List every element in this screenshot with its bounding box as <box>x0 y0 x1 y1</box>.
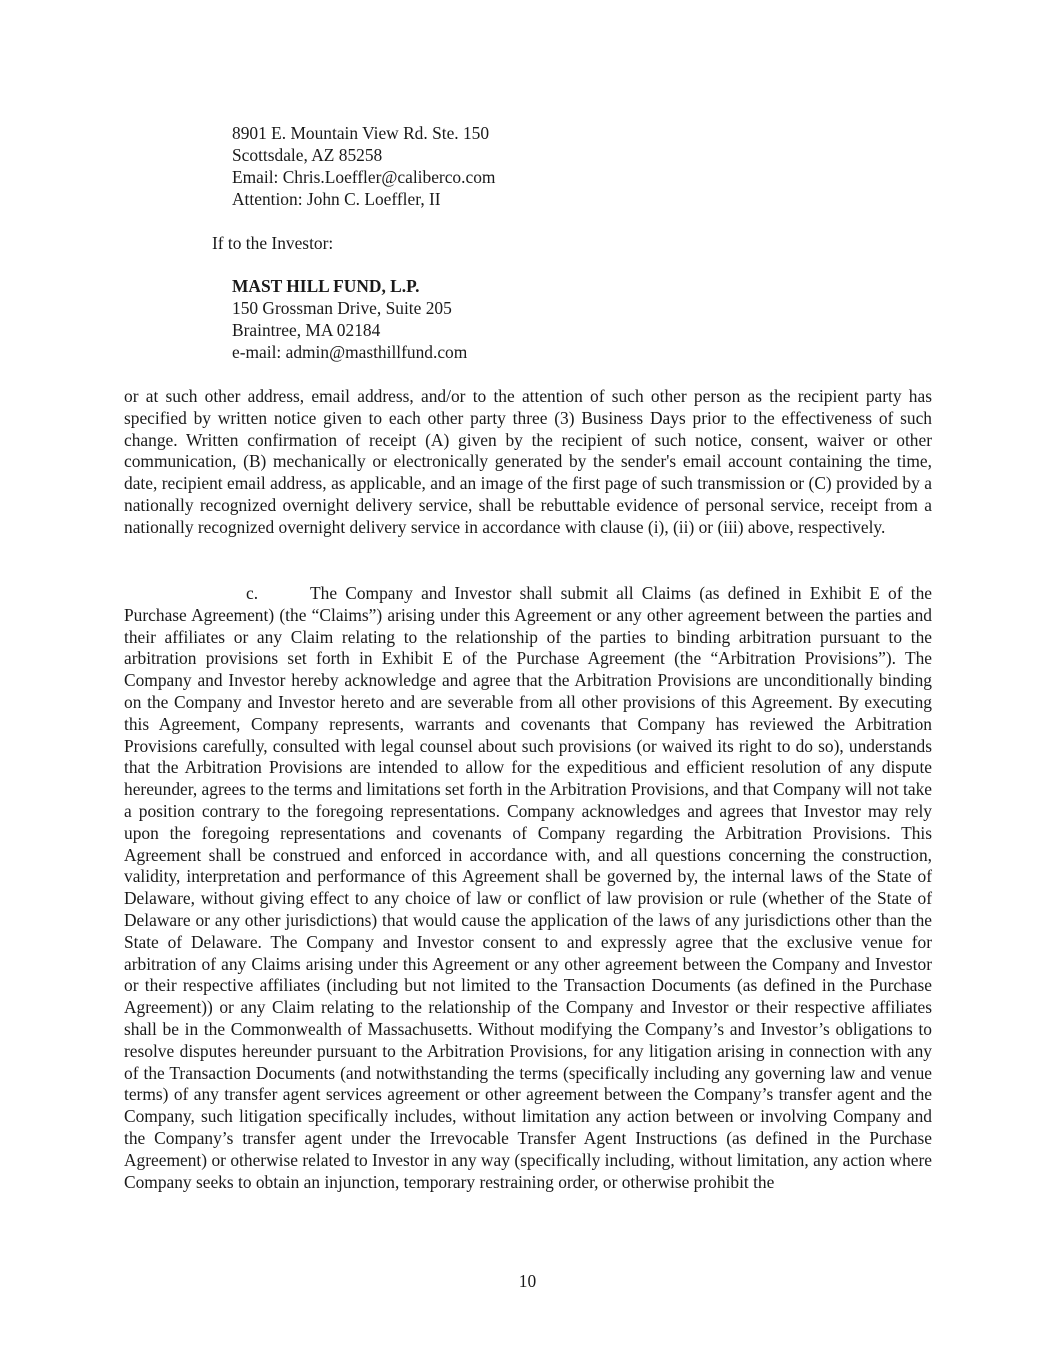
company-city: Scottsdale, AZ 85258 <box>232 145 383 165</box>
investor-city: Braintree, MA 02184 <box>232 320 381 340</box>
company-street: 8901 E. Mountain View Rd. Ste. 150 <box>232 123 490 143</box>
investor-name: MAST HILL FUND, L.P. <box>232 276 420 296</box>
investor-heading: If to the Investor: <box>212 233 334 253</box>
investor-address-block <box>232 275 467 363</box>
section-c-label: c. <box>246 583 259 603</box>
investor-email: e-mail: admin@masthillfund.com <box>232 342 468 362</box>
company-address-block <box>232 122 495 210</box>
company-attention: Attention: John C. Loeffler, II <box>232 189 441 209</box>
section-c-paragraph <box>124 583 932 1193</box>
company-email: Email: Chris.Loeffler@caliberco.com <box>232 167 496 187</box>
notice-paragraph: or at such other address, email address, and/or to the attention of such other person as the recipient party has specified by written notice given to each other party three (3) Business Days prior to the effectiveness of such change. Written confirmation of receipt (A) given by the recipient of such notice, consent, waiver or other communication, (B) mechanically or electronically generated by the sender's email account containing the time, date, recipient email address, as applicable, and an image of the first page of such transmission or (C) provided by a nationally recognized overnight delivery service, shall be rebuttable evidence of personal service, receipt from a nationally recognized overnight delivery service in accordance with clause (i), (ii) or (iii) above, respectively. <box>124 386 932 537</box>
section-c-text: The Company and Investor shall submit all Claims (as defined in Exhibit E of the Purchase Agreement) (the “Claims”) arising under this Agreement or any other agreement between the parties and their affiliates or any Claim relating to the relationship of the parties to binding arbitration pursuant to the arbitration provisions set forth in Exhibit E of the Purchase Agreement (the “Arbitration Provisions”). The Company and Investor hereby acknowledge and agree that the Arbitration Provisions are unconditionally binding on the Company and Investor hereto and are severable from all other provisions of this Agreement. By executing this Agreement, Company represents, warrants and covenants that Company has reviewed the Arbitration Provisions carefully, consulted with legal counsel about such provisions (or waived its right to do so), understands that the Arbitration Provisions are intended to allow for the expeditious and efficient resolution of any dispute hereunder, agrees to the terms and limitations set forth in the Arbitration Provisions, and that Company will not take a position contrary to the foregoing representations. Company acknowledges and agrees that Investor may rely upon the foregoing representations and covenants of Company regarding the Arbitration Provisions. This Agreement shall be construed and enforced in accordance with, and all questions concerning the construction, validity, interpretation and performance of this Agreement shall be governed by, the internal laws of the State of Delaware, without giving effect to any choice of law or conflict of law provision or rule (whether of the State of Delaware or any other jurisdictions) that would cause the application of the laws of any jurisdictions other than the State of Delaware. The Company and Investor consent to and expressly agree that the exclusive venue for arbitration of any Claims arising under this Agreement or any other agreement between the Company and Investor or their respective affiliates (including but not limited to the Transaction Documents (as defined in the Purchase Agreement)) or any Claim relating to the relationship of the Company and Investor or their respective affiliates shall be in the Commonwealth of Massachusetts. Without modifying the Company’s and Investor’s obligations to resolve disputes hereunder pursuant to the Arbitration Provisions, for any litigation arising in connection with any of the Transaction Documents (and notwithstanding the terms (specifically including any governing law and venue terms) of any transfer agent services agreement or other agreement between the Company’s transfer agent and the Company, such litigation specifically includes, without limitation any action between or involving Company and the Company’s transfer agent under the Irrevocable Transfer Agent Instructions (as defined in the Purchase Agreement) or otherwise related to Investor in any way (specifically including, without limitation, any action where Company seeks to obtain an injunction, temporary restraining order, or otherwise prohibit the <box>124 583 932 1192</box>
page-number: 10 <box>518 1271 537 1291</box>
investor-street: 150 Grossman Drive, Suite 205 <box>232 298 452 318</box>
